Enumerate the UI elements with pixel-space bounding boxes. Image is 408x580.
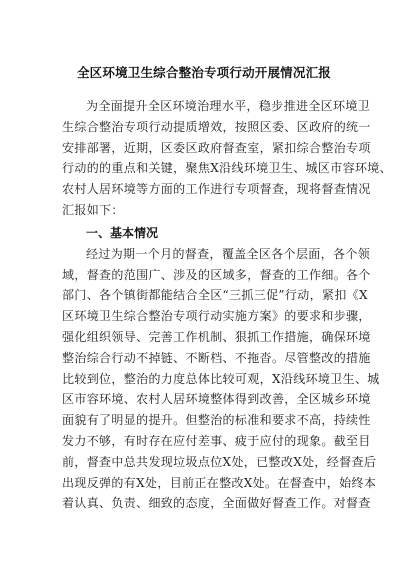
paragraph-line: 着认真、负责、细致的态度，全面做好督查工作。对督查 [62,496,371,511]
document-body [62,96,392,514]
paragraph-line: 出现反弹的有X处，目前正在整改X处。在督查中，始终本 [62,475,377,490]
paragraph-line: 区环境卫生综合整治专项行动实施方案》的要求和步骤， [62,309,371,324]
section-heading: 一、基本情况 [86,225,159,240]
paragraph-line: 面貌有了明显的提升。但整治的标准和要求不高，持续性 [62,413,371,428]
paragraph-line: 为全面提升全区环境治理水平，稳步推进全区环境卫 [86,99,371,113]
paragraph-line: 农村人居环境等方面的工作进行专项督查，现将督查情况 [62,182,371,197]
section-paragraph [62,244,380,514]
paragraph-line: 区市容环境、农村人居环境整体得到改善，全区城乡环境 [62,392,371,407]
document-title: 全区环境卫生综合整治专项行动开展情况汇报 [76,65,331,80]
paragraph-line: 经过为期一个月的督查，覆盖全区各个层面，各个领 [86,246,371,261]
paragraph-line: 汇报如下： [62,202,124,217]
paragraph-line: 发力不够，有时存在应付差事、疲于应付的现象。截至目 [62,433,371,448]
paragraph-line: 部门、各个镇街都能结合全区“三抓三促”行动，紧扣《X [62,288,368,303]
paragraph-line: 生综合整治专项行动提质增效，按照区委、区政府的统一 [62,119,371,134]
paragraph-line: 整治综合行动不掉链、不断档、不拖沓。尽管整改的措施 [62,350,371,365]
paragraph-line: 域，督查的范围广、涉及的区域多，督查的工作细。各个 [62,267,371,282]
paragraph-line: 比较到位，整治的力度总体比较可观，X沿线环境卫生、城 [62,371,380,386]
paragraph-line: 强化组织领导、完善工作机制、狠抓工作措施，确保环境 [62,329,371,344]
paragraph-line: 前，督查中总共发现垃圾点位X处，已整改X处，经督查后 [62,454,377,469]
intro-paragraph [62,96,392,221]
paragraph-line: 安排部署，近期，区委区政府督查室，紧扣综合整治专项 [62,140,371,155]
paragraph-line: 行动的的重点和关键，聚焦X沿线环境卫生、城区市容环境、 [62,161,392,176]
